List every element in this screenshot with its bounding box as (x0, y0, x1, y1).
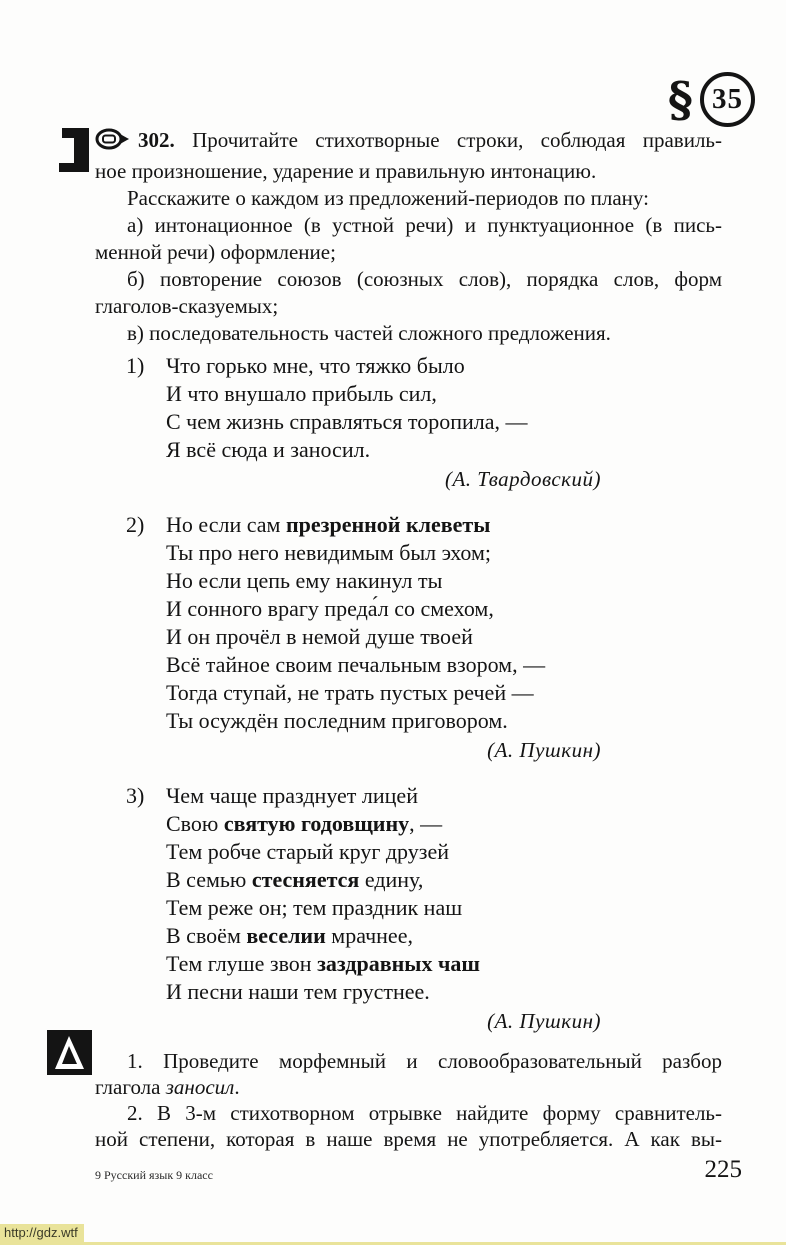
poem (95, 782, 722, 1035)
poem-line (166, 894, 722, 922)
poems (95, 352, 722, 1035)
text-segment: Свою (166, 811, 224, 836)
text-segment: едину, (359, 867, 424, 892)
exercise-plan-intro: Расскажите о каждом из предложений-периодов по плану: (127, 186, 649, 210)
text-segment: Что горько мне, что тяжко было (166, 353, 465, 378)
text-segment: И он прочёл в немой душе твоей (166, 624, 473, 649)
poem-number: 3) (126, 783, 145, 808)
plan-line: менной речи) оформление; (95, 240, 336, 264)
poem-line (166, 707, 722, 735)
poem-line (166, 866, 722, 894)
poem-line (166, 408, 722, 436)
poem-line (166, 782, 722, 810)
poem-line (166, 623, 722, 651)
additional-task-icon (47, 1030, 92, 1080)
poem-attribution: (А. Твардовский) (444, 467, 601, 491)
text-segment: В семью (166, 867, 252, 892)
poem-line (166, 539, 722, 567)
poem-line (166, 511, 722, 539)
text-segment: Но если сам (166, 512, 286, 537)
text-segment: И что внушало прибыль сил, (166, 381, 437, 406)
watermark: http://gdz.wtf (0, 1224, 84, 1243)
task-line (95, 1074, 722, 1100)
plan-line: в) последовательность частей сложного предложения. (127, 321, 611, 345)
poem-line (166, 567, 722, 595)
task-line (95, 1100, 722, 1126)
text-segment: Тем реже он; тем праздник наш (166, 895, 463, 920)
exercise-intro-text: Прочитайте стихотворные строки, соблюдая правиль- (174, 128, 722, 152)
section-badge (668, 72, 755, 127)
poem-line (166, 651, 722, 679)
text-segment: ной степени, которая в наше время не употребляется. А как вы- (95, 1127, 722, 1151)
text-segment: . (234, 1075, 240, 1099)
page-footer (95, 1157, 742, 1183)
page-number: 225 (704, 1156, 742, 1183)
poem (95, 352, 722, 493)
poem (95, 511, 722, 764)
poem-attribution: (А. Пушкин) (487, 1009, 601, 1033)
plan-line: б) повторение союзов (союзных слов), порядка слов, форм (127, 267, 722, 291)
poem-attribution: (А. Пушкин) (487, 738, 601, 762)
exercise-intro-line-1 (95, 127, 722, 158)
poem-line (166, 352, 722, 380)
text-segment: Ты про него невидимым был эхом; (166, 540, 492, 565)
poem-line (166, 810, 722, 838)
task-line (95, 1126, 722, 1152)
poem-line (166, 838, 722, 866)
text-segment: Тем глуше звон (166, 951, 318, 976)
poem-line (166, 978, 722, 1006)
tasks (95, 1048, 722, 1152)
text-segment: заносил (165, 1075, 235, 1099)
poem-number: 1) (126, 353, 145, 378)
text-segment: С чем жизнь справляться торопила, — (166, 409, 528, 434)
section-number: 35 (700, 72, 755, 127)
text-segment: Но если цепь ему накинул ты (166, 568, 443, 593)
task-line (95, 1048, 722, 1074)
poem-line (166, 595, 722, 623)
page-content (95, 127, 742, 1183)
text-segment: , — (409, 811, 443, 836)
print-signature: 9 Русский язык 9 класс (95, 1168, 213, 1182)
exercise-number: 302. (138, 128, 175, 152)
text-segment: Тогда ступай, не трать пустых речей — (166, 680, 534, 705)
text-segment: Я всё сюда и заносил. (166, 437, 371, 462)
read-aloud-icon (95, 127, 131, 158)
poem-line (166, 436, 722, 464)
text-segment: И сонного врагу преда́л со смехом, (166, 596, 494, 621)
text-segment: В своём (166, 923, 247, 948)
poem-number: 2) (126, 512, 145, 537)
paragraph-start-marker-icon (59, 126, 90, 178)
text-segment: глагола (95, 1075, 166, 1099)
text-segment: 1. Проведите морфемный и словообразовательный разбор (127, 1049, 722, 1073)
text-segment: веселии (246, 923, 326, 948)
text-segment: Всё тайное своим печальным взором, — (166, 652, 546, 677)
plan-line: глаголов-сказуемых; (95, 294, 279, 318)
text-segment: 2. В 3-м стихотворном отрывке найдите форму сравнитель- (127, 1101, 722, 1125)
poem-line (166, 380, 722, 408)
text-segment: Ты осуждён последним приговором. (166, 708, 508, 733)
exercise-plan-list (95, 212, 722, 347)
text-segment: заздравных чаш (317, 951, 480, 976)
text-segment: мрачнее, (325, 923, 413, 948)
text-segment: Тем робче старый круг друзей (166, 839, 449, 864)
poem-line (166, 922, 722, 950)
poem-line (166, 679, 722, 707)
text-segment: презренной клеветы (285, 512, 491, 537)
plan-line: а) интонационное (в устной речи) и пунктуационное (в пись- (127, 213, 722, 237)
text-segment: И песни наши тем грустнее. (166, 979, 430, 1004)
text-segment: Чем чаще празднует лицей (166, 783, 418, 808)
exercise-intro-line-2: ное произношение, ударение и правильную интонацию. (95, 159, 597, 183)
text-segment: стесняется (251, 867, 360, 892)
text-segment: святую годовщину (223, 811, 410, 836)
poem-line (166, 950, 722, 978)
section-symbol: § (667, 71, 693, 128)
